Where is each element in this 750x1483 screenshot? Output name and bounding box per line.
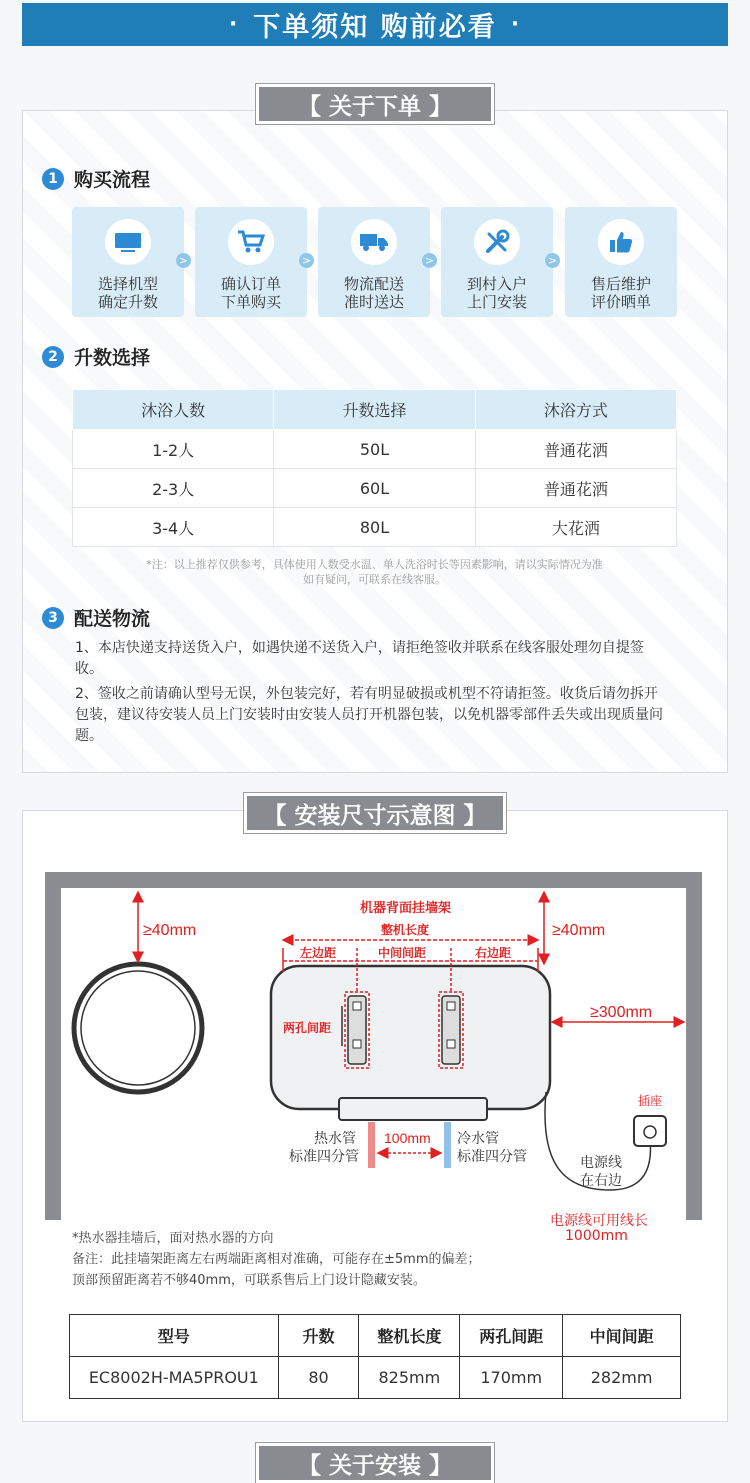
flow-step-label: 选择机型	[97, 275, 158, 293]
heater-side-view	[74, 964, 202, 1092]
table-header: 整机长度	[359, 1315, 460, 1357]
tv-icon	[105, 219, 151, 265]
flow-step-label: 售后维护	[590, 275, 651, 293]
cable-side-label-2: 在右边	[580, 1172, 622, 1188]
heater-bottom-cover	[339, 1098, 487, 1120]
delivery-paragraph-2: 2、签收之前请确认型号无误，外包装完好，若有明显破损或机型不符请拒签。收货后请勿拆开包装，建议待安装人员上门安装时由安装人员打开机器包装，以免机器零部件丢失或出现质量问题。	[75, 686, 663, 744]
bracket-title: 机器背面挂墙架	[360, 900, 452, 915]
table-header: 型号	[70, 1315, 279, 1357]
delivery-heading	[42, 604, 150, 631]
flow-step-aftersales	[565, 207, 677, 317]
table-header-row	[73, 390, 677, 430]
purchase-flow-heading	[42, 165, 150, 192]
flow-step-label: 到村入户	[466, 275, 527, 293]
right-top-gap-label: ≥40mm	[552, 922, 606, 939]
hole-distance-label: 两孔间距	[283, 1021, 332, 1035]
liters-note-line2: 如有疑问，可联系在线客服。	[303, 573, 446, 586]
section-tab-next: 【 关于安装 】	[256, 1443, 494, 1483]
table-cell: 80	[278, 1357, 359, 1399]
step-number-3: 3	[42, 607, 64, 629]
flow-step-delivery	[318, 207, 430, 317]
thumbs-up-icon	[598, 219, 644, 265]
table-cell: EC8002H-MA5PROU1	[70, 1357, 279, 1399]
purchase-flow	[72, 207, 677, 317]
cable-length-label: 电源线可用线长	[550, 1212, 648, 1228]
cable-length-value: 1000mm	[565, 1228, 628, 1244]
flow-step-label: 准时送达	[343, 293, 404, 311]
banner-title: 下单须知 购前必看	[253, 12, 497, 43]
chevron-right-icon: >	[545, 253, 560, 268]
table-cell: 170mm	[460, 1357, 563, 1399]
hot-pipe	[368, 1122, 375, 1168]
header-banner	[22, 3, 728, 46]
socket-label: 插座	[638, 1094, 663, 1108]
cold-pipe-label: 冷水管	[457, 1130, 499, 1146]
chevron-right-icon: >	[422, 253, 437, 268]
hot-pipe-spec: 标准四分管	[289, 1148, 359, 1164]
table-row	[70, 1357, 681, 1399]
cold-pipe-spec: 标准四分管	[457, 1148, 527, 1164]
table-cell: 1-2人	[73, 430, 274, 469]
overall-length-label: 整机长度	[381, 923, 430, 937]
liters-table	[72, 389, 677, 547]
cable-side-label: 电源线	[580, 1154, 622, 1170]
middle-distance-label: 中间间距	[378, 946, 427, 960]
hot-pipe-label: 热水管	[314, 1130, 356, 1146]
table-header: 沐浴方式	[475, 390, 676, 430]
side-gap-label: ≥300mm	[590, 1004, 653, 1021]
table-row	[73, 508, 677, 547]
truck-icon	[351, 219, 397, 265]
section-tab-install: 【 安装尺寸示意图 】	[244, 793, 506, 833]
left-margin-label: 左边距	[300, 946, 337, 960]
purchase-flow-title: 购买流程	[74, 169, 151, 191]
table-cell: 282mm	[563, 1357, 681, 1399]
flow-step-label: 评价晒单	[590, 293, 651, 311]
install-note: 顶部预留距离若不够40mm，可联系售后上门设计隐藏安装。	[72, 1273, 426, 1288]
install-notes	[72, 1228, 481, 1291]
table-cell: 825mm	[359, 1357, 460, 1399]
table-header-row	[70, 1315, 681, 1357]
delivery-paragraph-1: 1、本店快递支持送货入户，如遇快递不送货入户，请拒绝签收并联系在线客服处理勿自提签收。	[75, 640, 644, 677]
flow-step-select	[72, 207, 184, 317]
table-cell: 2-3人	[73, 469, 274, 508]
table-cell: 普通花洒	[475, 469, 676, 508]
flow-step-confirm	[195, 207, 307, 317]
table-cell: 大花洒	[475, 508, 676, 547]
cold-pipe	[444, 1122, 451, 1168]
bracket-left	[345, 992, 369, 1068]
heater-front-view	[271, 966, 550, 1109]
table-row	[73, 469, 677, 508]
flow-step-install	[441, 207, 553, 317]
flow-step-label: 下单购买	[220, 293, 281, 311]
flow-step-label: 确认订单	[220, 275, 281, 293]
liters-note-line1: *注：以上推荐仅供参考，具体使用人数受水温、单人洗浴时长等因素影响，请以实际情况为准	[146, 558, 603, 571]
spec-table	[69, 1314, 681, 1399]
flow-step-label: 确定升数	[97, 293, 158, 311]
section-tab-order: 【 关于下单 】	[256, 84, 494, 124]
step-number-2: 2	[42, 346, 64, 368]
table-header: 两孔间距	[460, 1315, 563, 1357]
table-cell: 50L	[274, 430, 475, 469]
chevron-right-icon: >	[176, 253, 191, 268]
tools-icon	[474, 219, 520, 265]
bracket-right	[439, 992, 463, 1068]
step-number-1: 1	[42, 168, 64, 190]
table-header: 沐浴人数	[73, 390, 274, 430]
install-note: 备注：此挂墙架距离左右两端距离相对准确，可能存在±5mm的偏差；	[72, 1252, 481, 1267]
table-cell: 3-4人	[73, 508, 274, 547]
chevron-right-icon: >	[299, 253, 314, 268]
table-header: 中间间距	[563, 1315, 681, 1357]
banner-dot-right: ·	[510, 12, 522, 37]
flow-step-label: 物流配送	[343, 275, 404, 293]
table-cell: 80L	[274, 508, 475, 547]
right-margin-label: 右边距	[475, 946, 512, 960]
table-cell: 普通花洒	[475, 430, 676, 469]
top-gap-label: ≥40mm	[143, 922, 197, 939]
cart-icon	[228, 219, 274, 265]
flow-step-label: 上门安装	[466, 293, 527, 311]
table-header: 升数	[278, 1315, 359, 1357]
table-header: 升数选择	[274, 390, 475, 430]
delivery-title: 配送物流	[74, 608, 151, 630]
install-diagram	[0, 860, 750, 1228]
table-row	[73, 430, 677, 469]
liters-heading	[42, 343, 150, 370]
liters-title: 升数选择	[74, 347, 151, 369]
banner-dot-left: ·	[228, 12, 240, 37]
pipe-gap-label: 100mm	[384, 1130, 431, 1146]
table-cell: 60L	[274, 469, 475, 508]
install-note: *热水器挂墙后，面对热水器的方向	[72, 1231, 274, 1246]
